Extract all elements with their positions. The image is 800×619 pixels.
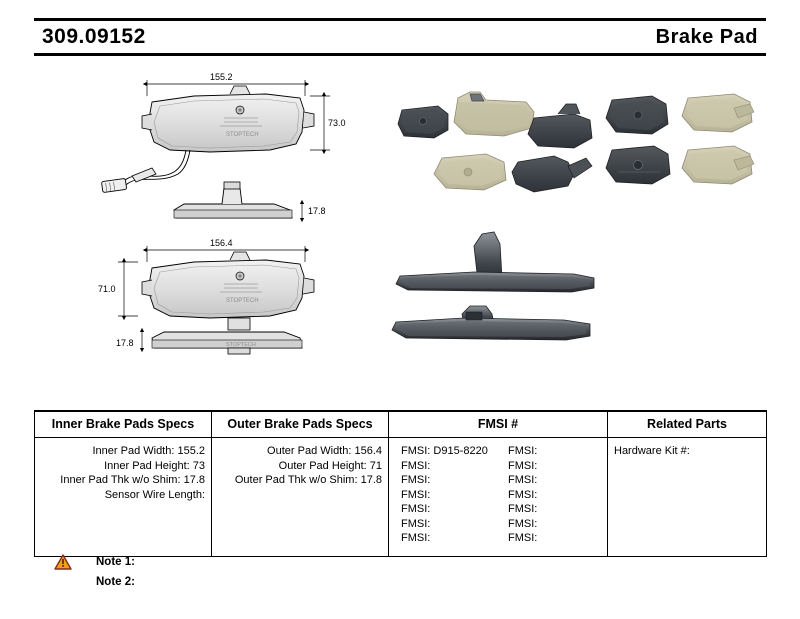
fmsi-entry: FMSI: <box>401 517 431 530</box>
inner-thickness-label: 17.8 <box>308 206 326 216</box>
fmsi-entry: FMSI: <box>401 488 431 501</box>
cell-related-parts <box>608 438 767 557</box>
cell-inner-specs <box>35 438 212 557</box>
inner-width-label: 155.2 <box>210 72 233 82</box>
table-header-row <box>35 411 767 438</box>
outer-spec-thickness: Outer Pad Thk w/o Shim: 17.8 <box>234 474 382 486</box>
fmsi-entry: FMSI: <box>401 503 431 515</box>
inner-spec-width: Inner Pad Width: 155.2 <box>92 445 205 457</box>
header-inner-specs: Inner Brake Pads Specs <box>35 411 212 438</box>
outer-width-label: 156.4 <box>210 238 233 248</box>
fmsi-column-left <box>395 444 494 546</box>
fmsi-entry: FMSI: D915-8220 <box>401 445 488 457</box>
note-row-2 <box>52 572 452 592</box>
svg-text:STOPTECH: STOPTECH <box>226 132 259 138</box>
pad-photo-group-right <box>606 94 754 184</box>
warning-icon <box>52 554 74 570</box>
header-outer-specs: Outer Brake Pads Specs <box>212 411 389 438</box>
page-title: Brake Pad <box>655 25 758 48</box>
outer-thickness-label: 17.8 <box>116 338 134 348</box>
fmsi-entry: FMSI: <box>401 532 431 544</box>
cell-fmsi <box>389 438 608 557</box>
inner-pad-top-view <box>142 86 314 152</box>
fmsi-entry: FMSI: <box>401 459 431 472</box>
note-2-label: Note 2: <box>96 576 135 588</box>
inner-height-label: 73.0 <box>328 118 346 128</box>
brake-pad-drawing <box>34 62 766 392</box>
pad-photo-edge-views <box>392 232 594 340</box>
outer-pad-side-view <box>152 332 302 354</box>
inner-width-dimension <box>147 80 305 96</box>
pad-photo-group-left <box>398 92 592 192</box>
outer-height-dimension <box>118 262 138 316</box>
note-row-1 <box>52 552 452 572</box>
fmsi-entry: FMSI: <box>508 474 538 486</box>
outer-spec-height: Outer Pad Height: 71 <box>278 459 382 472</box>
outer-pad-top-view <box>142 252 314 330</box>
svg-text:STOPTECH: STOPTECH <box>226 342 256 348</box>
notes-section <box>52 552 452 592</box>
inner-spec-height: Inner Pad Height: 73 <box>104 459 205 472</box>
header-fmsi: FMSI # <box>389 411 608 438</box>
cell-outer-specs <box>212 438 389 557</box>
table-body-row <box>35 438 767 557</box>
outer-spec-width: Outer Pad Width: 156.4 <box>267 445 382 457</box>
fmsi-entry: FMSI: <box>508 445 538 457</box>
inner-spec-thickness: Inner Pad Thk w/o Shim: 17.8 <box>60 474 205 486</box>
outer-height-label: 71.0 <box>98 284 116 294</box>
fmsi-entry: FMSI: <box>508 488 538 501</box>
svg-text:STOPTECH: STOPTECH <box>226 298 259 304</box>
fmsi-entry: FMSI: <box>508 503 538 515</box>
outer-width-dimension <box>147 246 305 262</box>
part-number: 309.09152 <box>42 25 146 48</box>
document-header <box>34 18 766 56</box>
specifications-table <box>34 410 767 557</box>
fmsi-entry: FMSI: <box>508 459 538 472</box>
fmsi-entry: FMSI: <box>508 517 538 530</box>
inner-pad-side-view <box>174 182 292 218</box>
sensor-wire <box>101 150 190 193</box>
fmsi-column-right <box>494 444 601 546</box>
note-1-label: Note 1: <box>96 556 135 568</box>
inner-spec-sensor-wire: Sensor Wire Length: <box>104 488 205 501</box>
hardware-kit-number: Hardware Kit #: <box>614 445 690 457</box>
fmsi-entry: FMSI: <box>401 474 431 486</box>
header-related-parts: Related Parts <box>608 411 767 438</box>
fmsi-entry: FMSI: <box>508 532 538 544</box>
